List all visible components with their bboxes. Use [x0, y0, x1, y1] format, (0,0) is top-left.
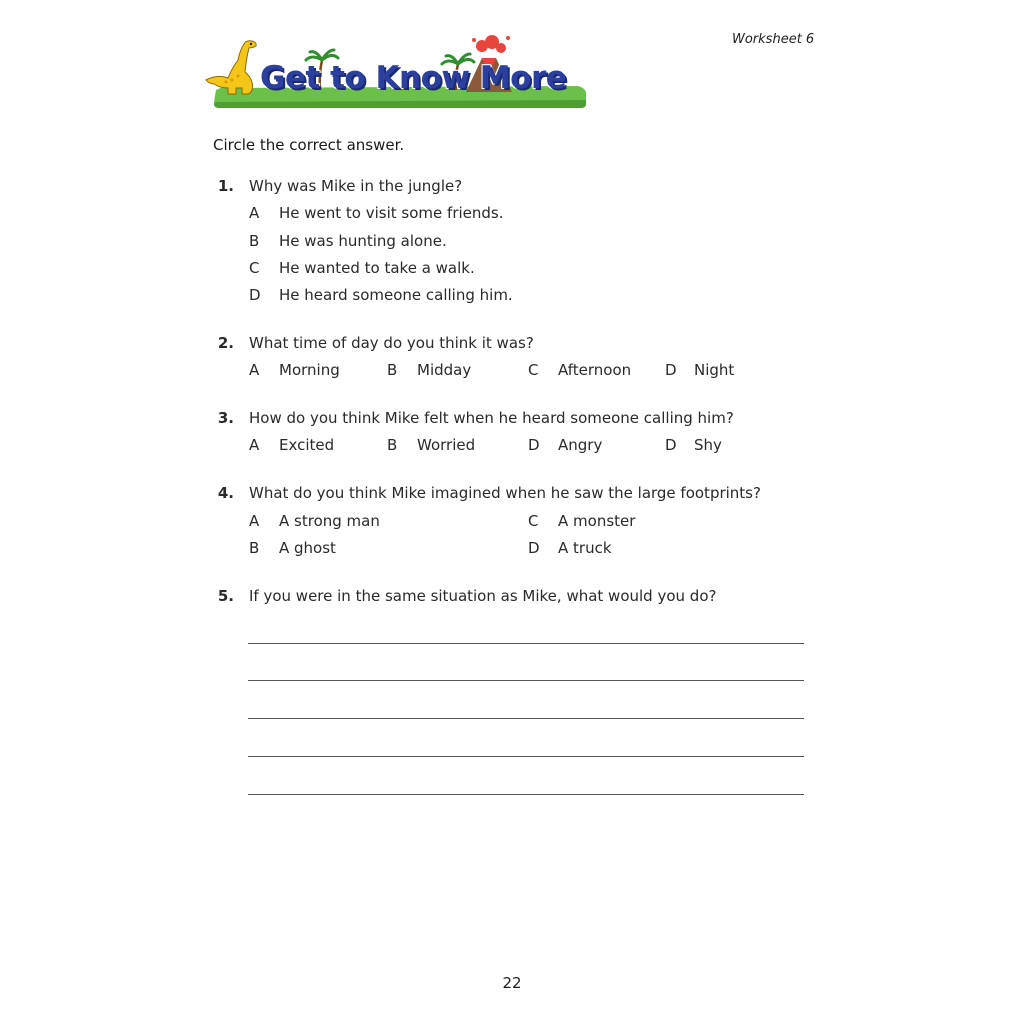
option-text[interactable]: He wanted to take a walk.: [279, 259, 475, 277]
option-letter[interactable]: D: [249, 286, 261, 304]
answer-line[interactable]: [248, 794, 804, 795]
page-title: Get to Know More: [260, 60, 567, 96]
question-text: Why was Mike in the jungle?: [249, 177, 463, 195]
option-text[interactable]: He went to visit some friends.: [279, 204, 504, 222]
option-letter[interactable]: D: [665, 436, 677, 454]
option-letter[interactable]: D: [665, 361, 677, 379]
question-number: 4.: [217, 484, 234, 502]
option-text[interactable]: He heard someone calling him.: [279, 286, 513, 304]
option-letter[interactable]: C: [528, 512, 539, 530]
option-letter[interactable]: C: [249, 259, 260, 277]
option-letter[interactable]: B: [387, 361, 398, 379]
option-text[interactable]: A strong man: [279, 512, 380, 530]
option-text[interactable]: He was hunting alone.: [279, 232, 447, 250]
option-text[interactable]: Night: [694, 361, 735, 379]
option-letter[interactable]: D: [528, 539, 540, 557]
option-letter[interactable]: D: [528, 436, 540, 454]
option-letter[interactable]: B: [249, 232, 260, 250]
option-text[interactable]: A truck: [558, 539, 612, 557]
worksheet-label: Worksheet 6: [732, 32, 815, 47]
question-number: 2.: [217, 334, 234, 352]
question-number: 1.: [217, 177, 234, 195]
instruction-text: Circle the correct answer.: [213, 136, 405, 154]
option-letter[interactable]: A: [249, 512, 260, 530]
answer-line[interactable]: [248, 718, 804, 719]
answer-line[interactable]: [248, 756, 804, 757]
question-text: If you were in the same situation as Mike, what would you do?: [249, 587, 717, 605]
option-text[interactable]: A monster: [558, 512, 636, 530]
question-text: What do you think Mike imagined when he saw the large footprints?: [249, 484, 761, 502]
header-banner: [198, 30, 590, 114]
option-text[interactable]: A ghost: [279, 539, 336, 557]
question-text: What time of day do you think it was?: [249, 334, 534, 352]
answer-line[interactable]: [248, 643, 804, 644]
option-text[interactable]: Morning: [279, 361, 340, 379]
option-letter[interactable]: B: [387, 436, 398, 454]
page-number: 22: [502, 974, 522, 992]
option-letter[interactable]: C: [528, 361, 539, 379]
option-letter[interactable]: A: [249, 204, 260, 222]
question-number: 5.: [217, 587, 234, 605]
option-text[interactable]: Worried: [417, 436, 476, 454]
option-text[interactable]: Shy: [694, 436, 722, 454]
option-text[interactable]: Angry: [558, 436, 603, 454]
option-text[interactable]: Afternoon: [558, 361, 632, 379]
option-letter[interactable]: B: [249, 539, 260, 557]
option-letter[interactable]: A: [249, 436, 260, 454]
option-letter[interactable]: A: [249, 361, 260, 379]
question-text: How do you think Mike felt when he heard someone calling him?: [249, 409, 734, 427]
option-text[interactable]: Midday: [417, 361, 472, 379]
question-number: 3.: [217, 409, 234, 427]
dinosaur-icon: [206, 41, 256, 94]
option-text[interactable]: Excited: [279, 436, 335, 454]
answer-line[interactable]: [248, 680, 804, 681]
